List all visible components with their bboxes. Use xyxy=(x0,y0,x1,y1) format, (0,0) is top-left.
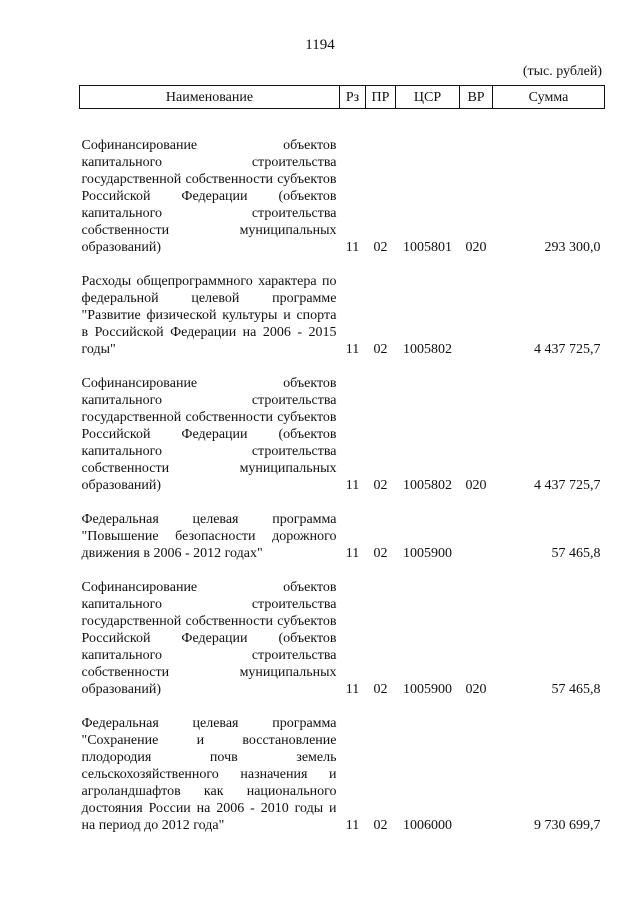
row-csr: 1005801 xyxy=(403,240,452,255)
row-pr: 02 xyxy=(373,682,388,697)
row-vr: 020 xyxy=(465,682,487,697)
units-label: (тыс. рублей) xyxy=(522,64,602,79)
row-csr: 1005900 xyxy=(403,682,452,697)
row-sum: 57 465,8 xyxy=(551,682,601,697)
row-name: Расходы общепрограммного характера по федеральной целевой программе "Развитие физической культуры и спорта в Российской Федерации на 2006 - 2015 годы" xyxy=(81,274,337,357)
row-rz: 11 xyxy=(345,342,360,357)
budget-table xyxy=(79,85,605,834)
table-row xyxy=(80,137,605,256)
header-csr: ЦСР xyxy=(396,86,460,109)
table-row xyxy=(80,715,605,834)
row-rz: 11 xyxy=(345,546,360,561)
header-name: Наименование xyxy=(80,86,340,109)
row-csr: 1006000 xyxy=(403,818,452,833)
row-rz: 11 xyxy=(345,240,360,255)
row-vr xyxy=(460,715,493,834)
row-rz: 11 xyxy=(345,478,360,493)
row-vr xyxy=(460,511,493,562)
page-number: 1194 xyxy=(305,37,335,53)
header-sum: Сумма xyxy=(493,86,605,109)
row-rz: 11 xyxy=(345,818,360,833)
row-sum: 57 465,8 xyxy=(551,546,601,561)
row-vr: 020 xyxy=(465,478,487,493)
row-vr xyxy=(460,273,493,358)
table-row xyxy=(80,375,605,494)
row-csr: 1005900 xyxy=(403,546,452,561)
row-name: Федеральная целевая программа "Сохранение и восстановление плодородия почв земель сельскохозяйственного назначения и агроландшафтов как национального достояния России на 2006 - 2010 годы и на период до 2012 года" xyxy=(81,716,337,833)
header-vr: ВР xyxy=(460,86,493,109)
row-sum: 4 437 725,7 xyxy=(534,478,601,493)
row-pr: 02 xyxy=(373,546,388,561)
table-header-row xyxy=(80,86,605,109)
row-sum: 293 300,0 xyxy=(544,240,601,255)
row-csr: 1005802 xyxy=(403,478,452,493)
header-pr: ПР xyxy=(366,86,396,109)
row-pr: 02 xyxy=(373,342,388,357)
row-sum: 9 730 699,7 xyxy=(534,818,601,833)
row-csr: 1005802 xyxy=(403,342,452,357)
header-rz: Рз xyxy=(340,86,366,109)
row-vr: 020 xyxy=(465,240,487,255)
row-pr: 02 xyxy=(373,478,388,493)
row-pr: 02 xyxy=(373,818,388,833)
row-sum: 4 437 725,7 xyxy=(534,342,601,357)
row-rz: 11 xyxy=(345,682,360,697)
row-name: Софинансирование объектов капитального строительства государственной собственности субъектов Российской Федерации (объектов капитального строительства собственности муниципальных образований) xyxy=(81,138,337,255)
table-row xyxy=(80,511,605,562)
table-row xyxy=(80,273,605,358)
row-name: Софинансирование объектов капитального строительства государственной собственности субъектов Российской Федерации (объектов капитального строительства собственности муниципальных образований) xyxy=(81,580,337,697)
table-row xyxy=(80,579,605,698)
row-name: Федеральная целевая программа "Повышение безопасности дорожного движения в 2006 - 2012 годах" xyxy=(81,512,337,561)
row-pr: 02 xyxy=(373,240,388,255)
row-name: Софинансирование объектов капитального строительства государственной собственности субъектов Российской Федерации (объектов капитального строительства собственности муниципальных образований) xyxy=(81,376,337,493)
